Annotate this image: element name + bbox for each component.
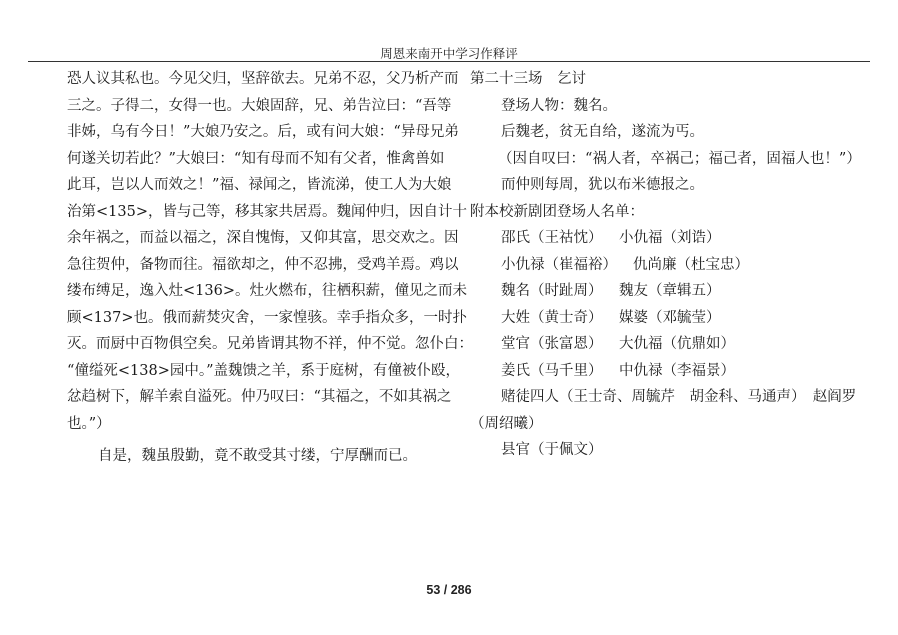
roster-row: （周绍曦）	[470, 415, 543, 432]
roster-row	[470, 225, 870, 252]
text-line: 何遂关切若此？”大娘曰：“知有母而不知有父者，惟禽兽如	[67, 150, 445, 167]
stage-paragraph: 后魏老，贫无自给，遂流为丐。	[501, 124, 704, 140]
roster-entry: 媒婆（邓毓莹）	[619, 309, 721, 326]
stage-paragraph: 而仲则每周，犹以布米德报之。	[501, 177, 704, 193]
roster-row	[470, 305, 870, 332]
text-line: 灭。而厨中百物俱空矣。兄弟皆谓其物不祥，仲不觉。忽仆白：	[67, 336, 473, 352]
text-line: 顾<137>也。俄而薪焚灾舍，一家惶骇。幸手指众多，一时扑	[67, 309, 467, 326]
text-line: 此耳，岂以人而效之！”福、禄闻之，皆流涕，使工人为大娘	[67, 177, 452, 193]
text-line: 急往贺仲，备物而往。福欲却之，仲不忍拂，受鸡羊焉。鸡以	[67, 256, 459, 273]
text-line: 治第<135>，皆与己等，移其家共居焉。魏闻仲归，因自计十	[67, 203, 467, 220]
roster-entry: 中仇禄（李福景）	[619, 362, 735, 379]
roster-row	[470, 331, 870, 358]
roster-row	[470, 278, 870, 305]
text-line: 三之。子得二，女得一也。大娘固辞，兄、弟告泣曰：“吾等	[67, 97, 452, 114]
running-header: 周恩来南开中学习作释评	[380, 46, 518, 61]
closing-paragraph: 自是，魏虽殷勤，竟不敢受其寸缕，宁厚酬而已。	[98, 448, 417, 464]
roster-row	[470, 358, 870, 385]
text-line: 忿趋树下，解羊索自溢死。仲乃叹曰：“其福之，不如其祸之	[67, 389, 452, 405]
text-line: 也。”）	[67, 415, 111, 432]
roster-entry: 大姓（黄士奇）	[501, 309, 603, 326]
text-line: “僮缢死<138>园中。”盖魏馈之羊，系于庭树，有僮被仆殴，	[67, 362, 461, 379]
roster-entry: 邵氏（王祜忱）	[501, 230, 603, 246]
roster-entry: 仇尚廉（杜宝忠）	[633, 256, 749, 273]
roster-row: 赌徒四人（王士奇、周毓芹 胡金科、马通声） 赵阎罗	[501, 389, 857, 405]
roster-entry: 堂官（张富恩）	[501, 336, 603, 352]
roster-entry: 魏名（时趾周）	[501, 283, 603, 299]
right-column	[470, 66, 870, 464]
stage-paragraph: （因自叹曰：“祸人者，卒祸己；福己者，固福人也！”）	[498, 150, 861, 167]
text-line: 恐人议其私也。今见父归，坚辞欲去。兄弟不忍，父乃析产而	[67, 71, 459, 87]
roster-entry: 魏友（章辑五）	[619, 283, 721, 299]
roster-row	[470, 252, 870, 279]
roster-entry: 小仇福（刘诰）	[619, 230, 721, 246]
left-column	[67, 66, 473, 470]
cast-line: 登场人物：魏名。	[501, 97, 617, 114]
roster-row: 县官（于佩文）	[501, 442, 603, 458]
text-line: 余年祸之，而益以福之，深自愧悔，又仰其富，思交欢之。因	[67, 230, 459, 246]
roster-entry: 小仇禄（崔福裕）	[501, 256, 617, 273]
scene-heading: 第二十三场 乞讨	[470, 71, 586, 87]
header-rule	[28, 61, 870, 62]
roster-entry: 姜氏（马千里）	[501, 362, 603, 379]
page-number: 53 / 286	[426, 583, 472, 597]
roster-entry: 大仇福（伉鼎如）	[619, 336, 735, 352]
text-line: 缕布缚足，逸入灶<136>。灶火燃布，往栖积薪，僮见之而未	[67, 283, 467, 299]
text-line: 非姊，乌有今日！”大娘乃安之。后，或有问大娘：“异母兄弟	[67, 124, 459, 140]
appendix-heading: 附本校新剧团登场人名单：	[470, 203, 644, 220]
